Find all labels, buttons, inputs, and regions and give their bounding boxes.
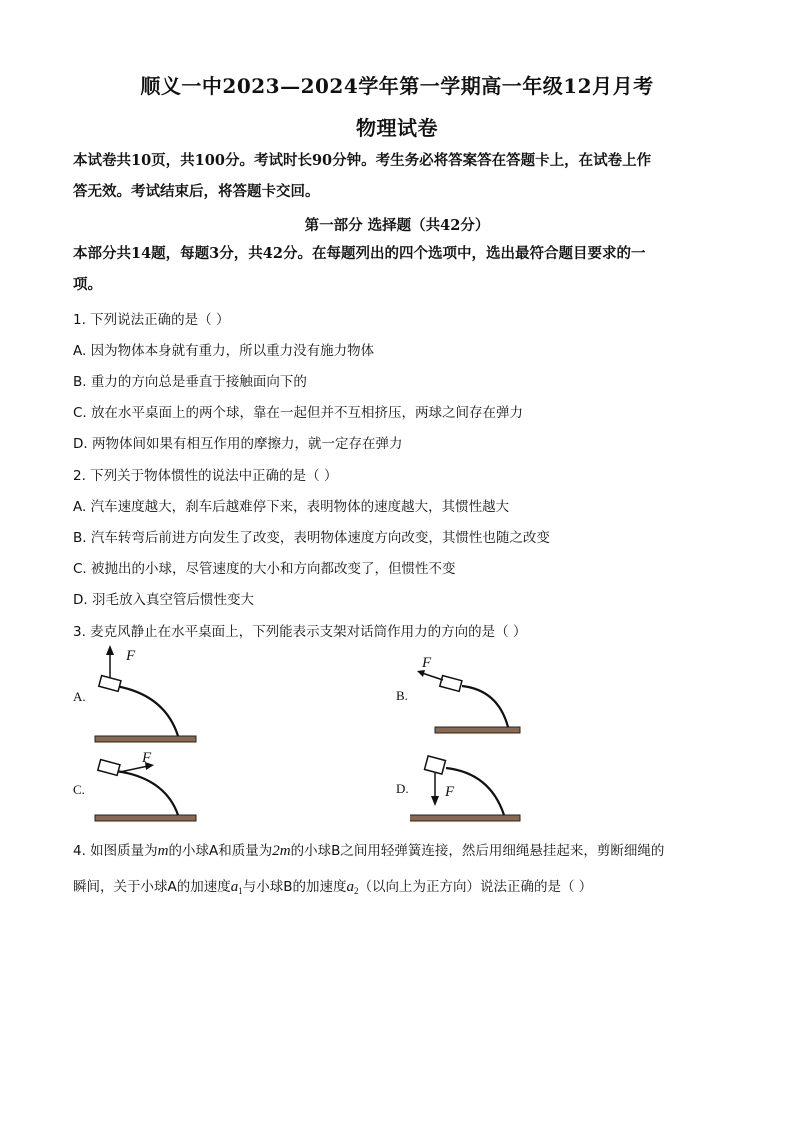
question-2-option-a: A. 汽车速度越大，刹车后越难停下来，表明物体的速度越大，其惯性越大 bbox=[73, 499, 510, 515]
question-4-text: （以向上为正方向）说法正确的是（ ） bbox=[358, 879, 593, 895]
microphone bbox=[440, 676, 462, 692]
question-4-text: 与小球B的加速度 bbox=[242, 879, 347, 895]
accel-sub-1: 1 bbox=[238, 886, 243, 896]
force-label-a: F bbox=[126, 648, 136, 664]
mass-symbol-m: m bbox=[157, 843, 169, 859]
question-4-text: 的小球B之间用轻弹簧连接，然后用细绳悬挂起来，剪断细绳的 bbox=[290, 843, 665, 859]
question-4-text: 4. 如图质量为 bbox=[73, 843, 158, 859]
force-arrow bbox=[120, 766, 148, 772]
arrow-head-icon bbox=[431, 796, 439, 806]
mass-symbol-2m: 2m bbox=[272, 843, 291, 859]
figure-c bbox=[90, 745, 210, 830]
instructions-line-1: 本试卷共10页，共100分。考试时长90分钟。考生务必将答案答在答题卡上，在试卷上作 bbox=[73, 152, 652, 169]
exam-subject: 物理试卷 bbox=[356, 116, 438, 140]
table-surface bbox=[95, 736, 196, 742]
microphone bbox=[424, 756, 445, 774]
accel-symbol-a2: a bbox=[346, 879, 355, 895]
section-description bbox=[73, 238, 723, 300]
instructions bbox=[73, 145, 723, 207]
figure-label-a: A. bbox=[73, 689, 86, 704]
question-4-text: 瞬间，关于小球A的加速度 bbox=[73, 879, 231, 895]
exam-title: 顺义一中2023—2024学年第一学期高一年级12月月考 bbox=[140, 74, 654, 98]
force-label-d: F bbox=[445, 784, 455, 800]
arrow-head-icon bbox=[106, 645, 114, 655]
accel-symbol-a1: a bbox=[230, 879, 239, 895]
figure-label-c: C. bbox=[73, 782, 85, 797]
question-1-option-d: D. 两物体间如果有相互作用的摩擦力，就一定存在弹力 bbox=[73, 436, 403, 452]
table-surface bbox=[410, 815, 520, 821]
figure-a bbox=[90, 640, 210, 750]
figure-label-d: D. bbox=[396, 781, 409, 796]
stand-arm bbox=[446, 768, 504, 815]
question-1-option-a: A. 因为物体本身就有重力，所以重力没有施力物体 bbox=[73, 343, 375, 359]
question-2-stem: 2. 下列关于物体惯性的说法中正确的是（ ） bbox=[73, 468, 338, 484]
question-4-stem-line-1 bbox=[73, 839, 733, 860]
stand-arm bbox=[462, 686, 508, 727]
force-label-c: F bbox=[142, 750, 152, 766]
question-1-option-b: B. 重力的方向总是垂直于接触面向下的 bbox=[73, 374, 307, 390]
table-surface bbox=[95, 815, 196, 821]
question-2-option-c: C. 被抛出的小球，尽管速度的大小和方向都改变了，但惯性不变 bbox=[73, 561, 456, 577]
figure-b bbox=[410, 648, 540, 748]
question-1-option-c: C. 放在水平桌面上的两个球，靠在一起但并不互相挤压，两球之间存在弹力 bbox=[73, 405, 524, 421]
force-arrow bbox=[422, 673, 443, 680]
stand-arm bbox=[116, 686, 178, 736]
instructions-line-2: 答无效。考试结束后，将答题卡交回。 bbox=[73, 183, 320, 200]
force-label-b: F bbox=[422, 655, 432, 671]
question-2-option-d: D. 羽毛放入真空管后惯性变大 bbox=[73, 592, 254, 608]
arrow-head-icon bbox=[417, 670, 425, 677]
question-3-stem: 3. 麦克风静止在水平桌面上，下列能表示支架对话筒作用力的方向的是（ ） bbox=[73, 624, 527, 640]
accel-sub-2: 2 bbox=[354, 886, 359, 896]
question-2-option-b: B. 汽车转弯后前进方向发生了改变，表明物体速度方向改变，其惯性也随之改变 bbox=[73, 530, 550, 546]
question-4-stem-line-2 bbox=[73, 875, 733, 896]
question-1-stem: 1. 下列说法正确的是（ ） bbox=[73, 312, 230, 328]
figure-label-b: B. bbox=[396, 688, 408, 703]
figure-d bbox=[410, 745, 540, 830]
stand-arm bbox=[116, 771, 178, 815]
microphone bbox=[98, 760, 120, 776]
table-surface bbox=[435, 727, 520, 733]
section-desc-line-2: 项。 bbox=[73, 276, 102, 293]
question-4-text: 的小球A和质量为 bbox=[168, 843, 273, 859]
section-desc-line-1: 本部分共14题，每题3分，共42分。在每题列出的四个选项中，选出最符合题目要求的一 bbox=[73, 245, 646, 262]
section-title: 第一部分 选择题（共42分） bbox=[304, 217, 490, 234]
